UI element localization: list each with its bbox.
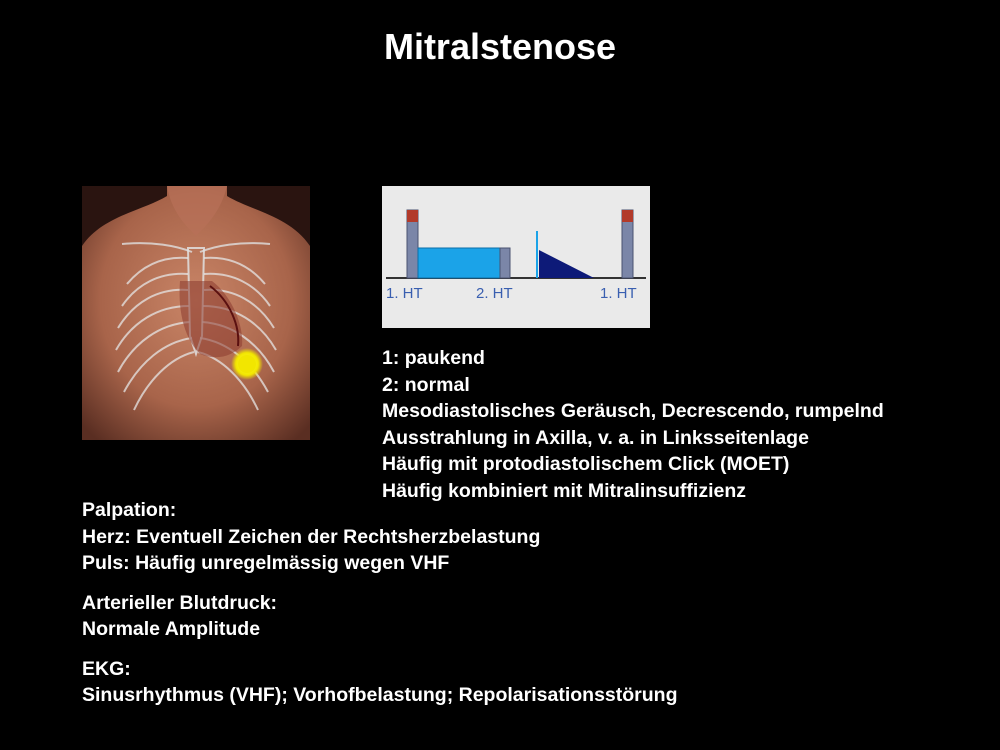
finding-line: 2: normal — [382, 373, 470, 396]
blood-pressure-line: Normale Amplitude — [82, 618, 261, 640]
clinical-findings — [82, 497, 982, 709]
palpation-line: Puls: Häufig unregelmässig wegen VHF — [82, 552, 450, 574]
first-heart-sound-mark — [407, 210, 418, 278]
ekg-line: Sinusrhythmus (VHF); Vorhofbelastung; Repolarisationsstörung — [82, 684, 678, 706]
finding-line: Mesodiastolisches Geräusch, Decrescendo, rumpelnd — [382, 400, 884, 422]
finding-line: Häufig mit protodiastolischem Click (MOET) — [382, 453, 790, 475]
first-heart-sound-mark-right — [622, 210, 633, 278]
palpation-line: Herz: Eventuell Zeichen der Rechtsherzbelastung — [82, 525, 541, 548]
finding-line: Ausstrahlung in Axilla, v. a. in Linksseitenlage — [382, 426, 809, 449]
phonocardiogram-diagram — [382, 186, 650, 328]
auscultation-findings — [382, 345, 992, 504]
finding-line: Häufig kombiniert mit Mitralinsuffizienz — [382, 479, 747, 502]
ekg-heading: EKG: — [82, 657, 131, 680]
label-s2: 2. HT — [476, 285, 513, 302]
finding-line: 1: paukend — [382, 347, 485, 369]
palpation-heading: Palpation: — [82, 499, 177, 521]
label-s1-right: 1. HT — [600, 285, 637, 302]
murmur-plateau — [418, 248, 500, 278]
second-heart-sound-mark — [500, 248, 510, 278]
label-s1-left: 1. HT — [386, 285, 423, 302]
murmur-decrescendo — [539, 250, 594, 278]
page-title: Mitralstenose — [383, 26, 617, 67]
chest-illustration — [82, 186, 310, 440]
blood-pressure-heading: Arterieller Blutdruck: — [82, 591, 278, 614]
